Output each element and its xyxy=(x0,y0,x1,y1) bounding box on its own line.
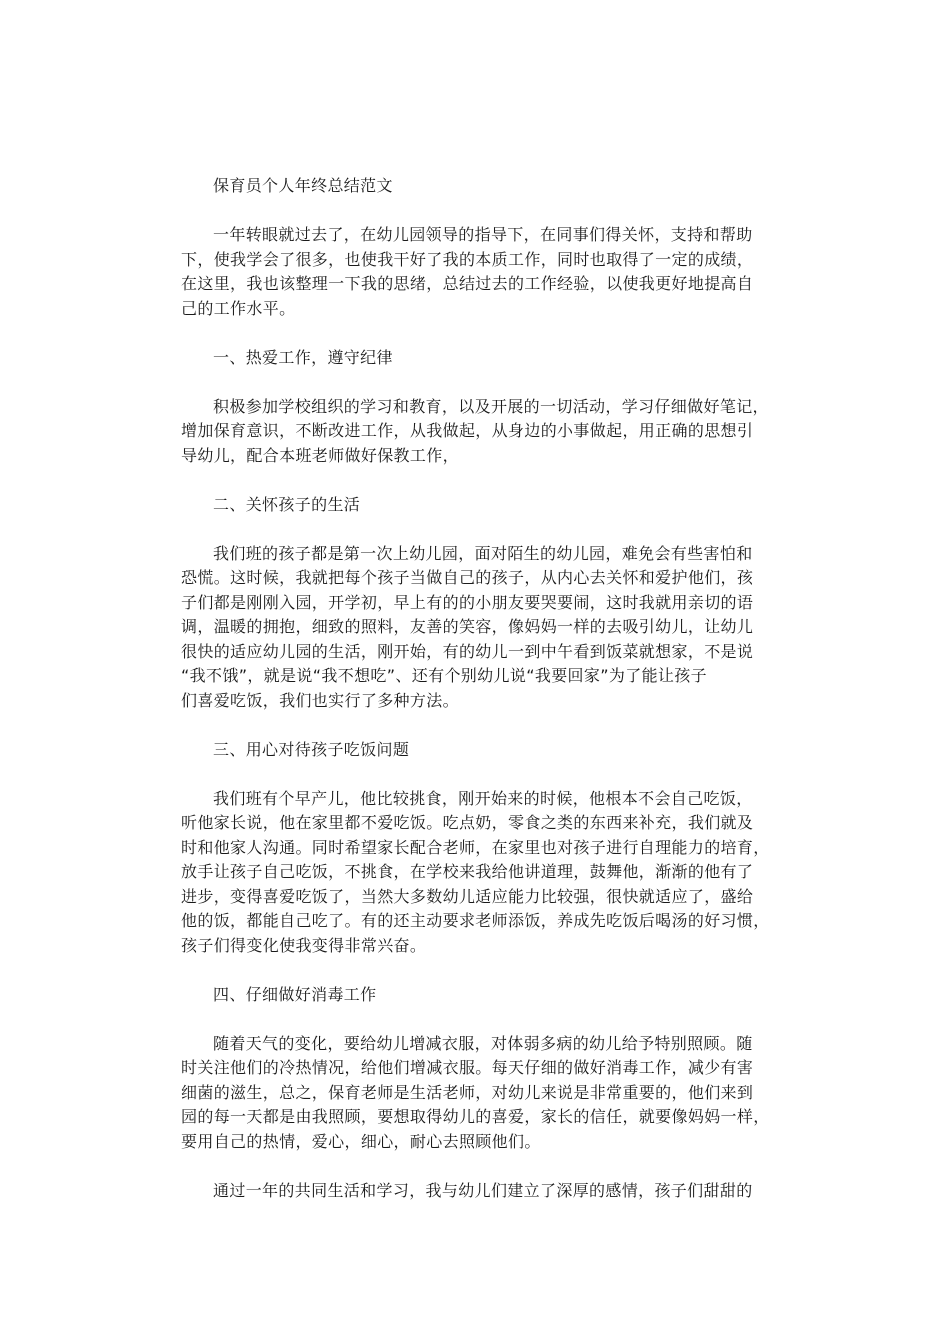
section1-paragraph xyxy=(181,395,781,469)
paragraph-line: 积极参加学校组织的学习和教育，以及开展的一切活动，学习仔细做好笔记， xyxy=(213,396,769,416)
paragraph-line: 下，使我学会了很多，也使我干好了我的本质工作，同时也取得了一定的成绩， xyxy=(181,249,754,269)
intro-paragraph xyxy=(181,223,781,321)
paragraph-line: 我们班的孩子都是第一次上幼儿园，面对陌生的幼儿园，难免会有些害怕和 xyxy=(213,543,753,563)
paragraph-line: 进步，变得喜爱吃饭了，当然大多数幼儿适应能力比较强，很快就适应了，盛给 xyxy=(181,886,754,906)
paragraph-line: 细菌的滋生，总之，保育老师是生活老师，对幼儿来说是非常重要的，他们来到 xyxy=(181,1082,754,1102)
section-heading: 三、用心对待孩子吃饭问题 xyxy=(213,739,410,759)
paragraph-line: 一年转眼就过去了，在幼儿园领导的指导下，在同事们得关怀，支持和帮助 xyxy=(213,225,753,244)
paragraph-line: 听他家长说，他在家里都不爱吃饭。吃点奶，零食之类的东西来补充，我们就及 xyxy=(181,813,754,832)
paragraph-line: 要用自己的热情，爱心，细心，耐心去照顾他们。 xyxy=(181,1131,541,1151)
paragraph-line: 调，温暖的拥抱，细致的照料，友善的笑容，像妈妈一样的去吸引幼儿，让幼儿 xyxy=(181,617,754,636)
paragraph-line: 时和他家人沟通。同时希望家长配合老师，在家里也对孩子进行自理能力的培育， xyxy=(181,837,770,857)
paragraph-line: 时关注他们的冷热情况，给他们增减衣服。每天仔细的做好消毒工作，减少有害 xyxy=(181,1058,754,1077)
paragraph-line: 孩子们得变化使我变得非常兴奋。 xyxy=(181,935,427,955)
paragraph-line: 子们都是刚刚入园，开学初，早上有的的小朋友要哭要闹，这时我就用亲切的语 xyxy=(181,592,754,612)
paragraph-line: 恐慌。这时候，我就把每个孩子当做自己的孩子，从内心去关怀和爱护他们，孩 xyxy=(181,568,754,587)
paragraph-line: 我们班有个早产儿，他比较挑食，刚开始来的时候，他根本不会自己吃饭， xyxy=(213,788,753,808)
paragraph-line: 导幼儿，配合本班老师做好保教工作， xyxy=(181,445,459,465)
paragraph-line: 们喜爱吃饭，我们也实行了多种方法。 xyxy=(181,690,459,710)
paragraph-line: 他的饭，都能自己吃了。有的还主动要求老师添饭，养成先吃饭后喝汤的好习惯， xyxy=(181,911,770,930)
section-heading: 一、热爱工作，遵守纪律 xyxy=(213,347,393,367)
paragraph-line: “我不饿”，就是说“我不想吃”、还有个别幼儿说“我要回家”为了能让孩子 xyxy=(181,666,707,685)
section-heading: 四、仔细做好消毒工作 xyxy=(213,984,377,1004)
paragraph-line: 放手让孩子自己吃饭，不挑食，在学校来我给他讲道理，鼓舞他，渐渐的他有了 xyxy=(181,862,754,881)
paragraph-line: 己的工作水平。 xyxy=(181,298,296,318)
paragraph-line: 在这里，我也该整理一下我的思绪，总结过去的工作经验，以使我更好地提高自 xyxy=(181,274,754,293)
section4-paragraph xyxy=(181,1032,781,1155)
paragraph-line: 很快的适应幼儿园的生活，刚开始，有的幼儿一到中午看到饭菜就想家，不是说 xyxy=(181,641,754,661)
paragraph-line: 随着天气的变化，要给幼儿增减衣服，对体弱多病的幼儿给予特别照顾。随 xyxy=(213,1033,753,1053)
document-body xyxy=(181,174,781,1203)
document-title: 保育员个人年终总结范文 xyxy=(213,176,393,195)
closing-paragraph xyxy=(181,1179,781,1204)
section3-paragraph xyxy=(181,787,781,959)
section2-paragraph xyxy=(181,542,781,714)
paragraph-line: 通过一年的共同生活和学习，我与幼儿们建立了深厚的感情，孩子们甜甜的 xyxy=(213,1180,753,1200)
paragraph-line: 园的每一天都是由我照顾，要想取得幼儿的喜爱，家长的信任，就要像妈妈一样， xyxy=(181,1107,770,1126)
paragraph-line: 增加保育意识，不断改进工作，从我做起，从身边的小事做起，用正确的思想引 xyxy=(181,421,754,440)
section-heading: 二、关怀孩子的生活 xyxy=(213,494,361,514)
